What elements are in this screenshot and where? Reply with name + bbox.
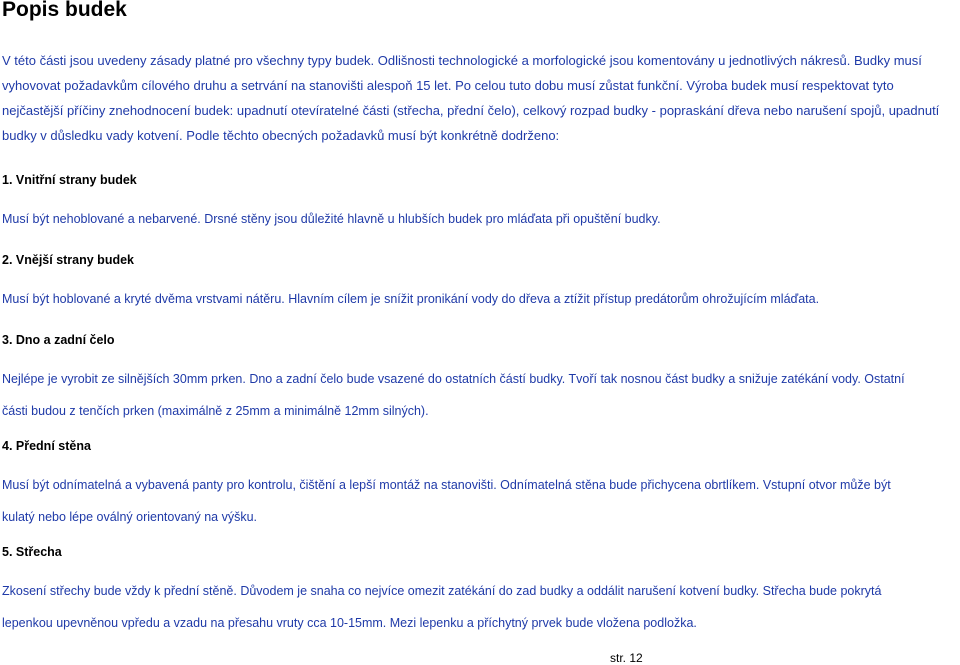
intro-line: nejčastější příčiny znehodnocení budek: upadnutí otevíratelné části (střecha, přední čelo), celkový rozpad budky - popraskání dřeva nebo narušení spojů, upadnutí	[2, 103, 940, 118]
section-text-inner-sides	[2, 203, 960, 235]
section-text-front-wall	[2, 469, 960, 533]
section-line: kulatý nebo lépe oválný orientovaný na výšku.	[2, 510, 258, 524]
intro-paragraph	[2, 48, 960, 148]
section-line: lepenkou upevněnou vpředu a vzadu na přesahu vruty cca 10-15mm. Mezi lepenku a příchytný prvek bude vložena podložka.	[2, 616, 697, 630]
section-heading-inner-sides: 1. Vnitřní strany budek	[2, 173, 137, 187]
section-heading-bottom-back: 3. Dno a zadní čelo	[2, 333, 115, 347]
section-line: Zkosení střechy bude vždy k přední stěně. Důvodem je snaha co nejvíce omezit zatékání do zad budky a oddálit narušení kotvení budky. Střecha bude pokrytá	[2, 584, 882, 598]
section-text-outer-sides	[2, 283, 960, 315]
intro-line: V této části jsou uvedeny zásady platné pro všechny typy budek. Odlišnosti technologické a morfologické jsou komentovány u jednotlivých nákresů. Budky musí	[2, 53, 922, 68]
section-line: Musí být hoblované a kryté dvěma vrstvami nátěru. Hlavním cílem je snížit pronikání vody do dřeva a ztížit přístup predátorům ohrožujícím mláďata.	[2, 292, 820, 306]
section-text-roof	[2, 575, 960, 639]
page-number: str. 12	[610, 651, 643, 665]
page-title: Popis budek	[2, 0, 127, 21]
section-line: Nejlépe je vyrobit ze silnějších 30mm prken. Dno a zadní čelo bude vsazené do ostatních částí budky. Tvoří tak nosnou část budky a snižuje zatékání vody. Ostatní	[2, 372, 905, 386]
section-heading-roof: 5. Střecha	[2, 545, 62, 559]
section-line: Musí být nehoblované a nebarvené. Drsné stěny jsou důležité hlavně u hlubších budek pro mláďata při opuštění budky.	[2, 212, 661, 226]
section-line: Musí být odnímatelná a vybavená panty pro kontrolu, čištění a lepší montáž na stanovišti. Odnímatelná stěna bude přichycena obrtlíkem. Vstupní otvor může být	[2, 478, 891, 492]
intro-line: budky v důsledku vady kotvení. Podle těchto obecných požadavků musí být konkrétně dodrženo:	[2, 128, 560, 143]
section-heading-outer-sides: 2. Vnější strany budek	[2, 253, 134, 267]
intro-line: vyhovovat požadavkům cílového druhu a setrvání na stanovišti alespoň 15 let. Po celou tuto dobu musí zůstat funkční. Výroba budek musí respektovat tyto	[2, 78, 894, 93]
section-heading-front-wall: 4. Přední stěna	[2, 439, 91, 453]
section-text-bottom-back	[2, 363, 960, 427]
section-line: části budou z tenčích prken (maximálně z 25mm a minimálně 12mm silných).	[2, 404, 429, 418]
